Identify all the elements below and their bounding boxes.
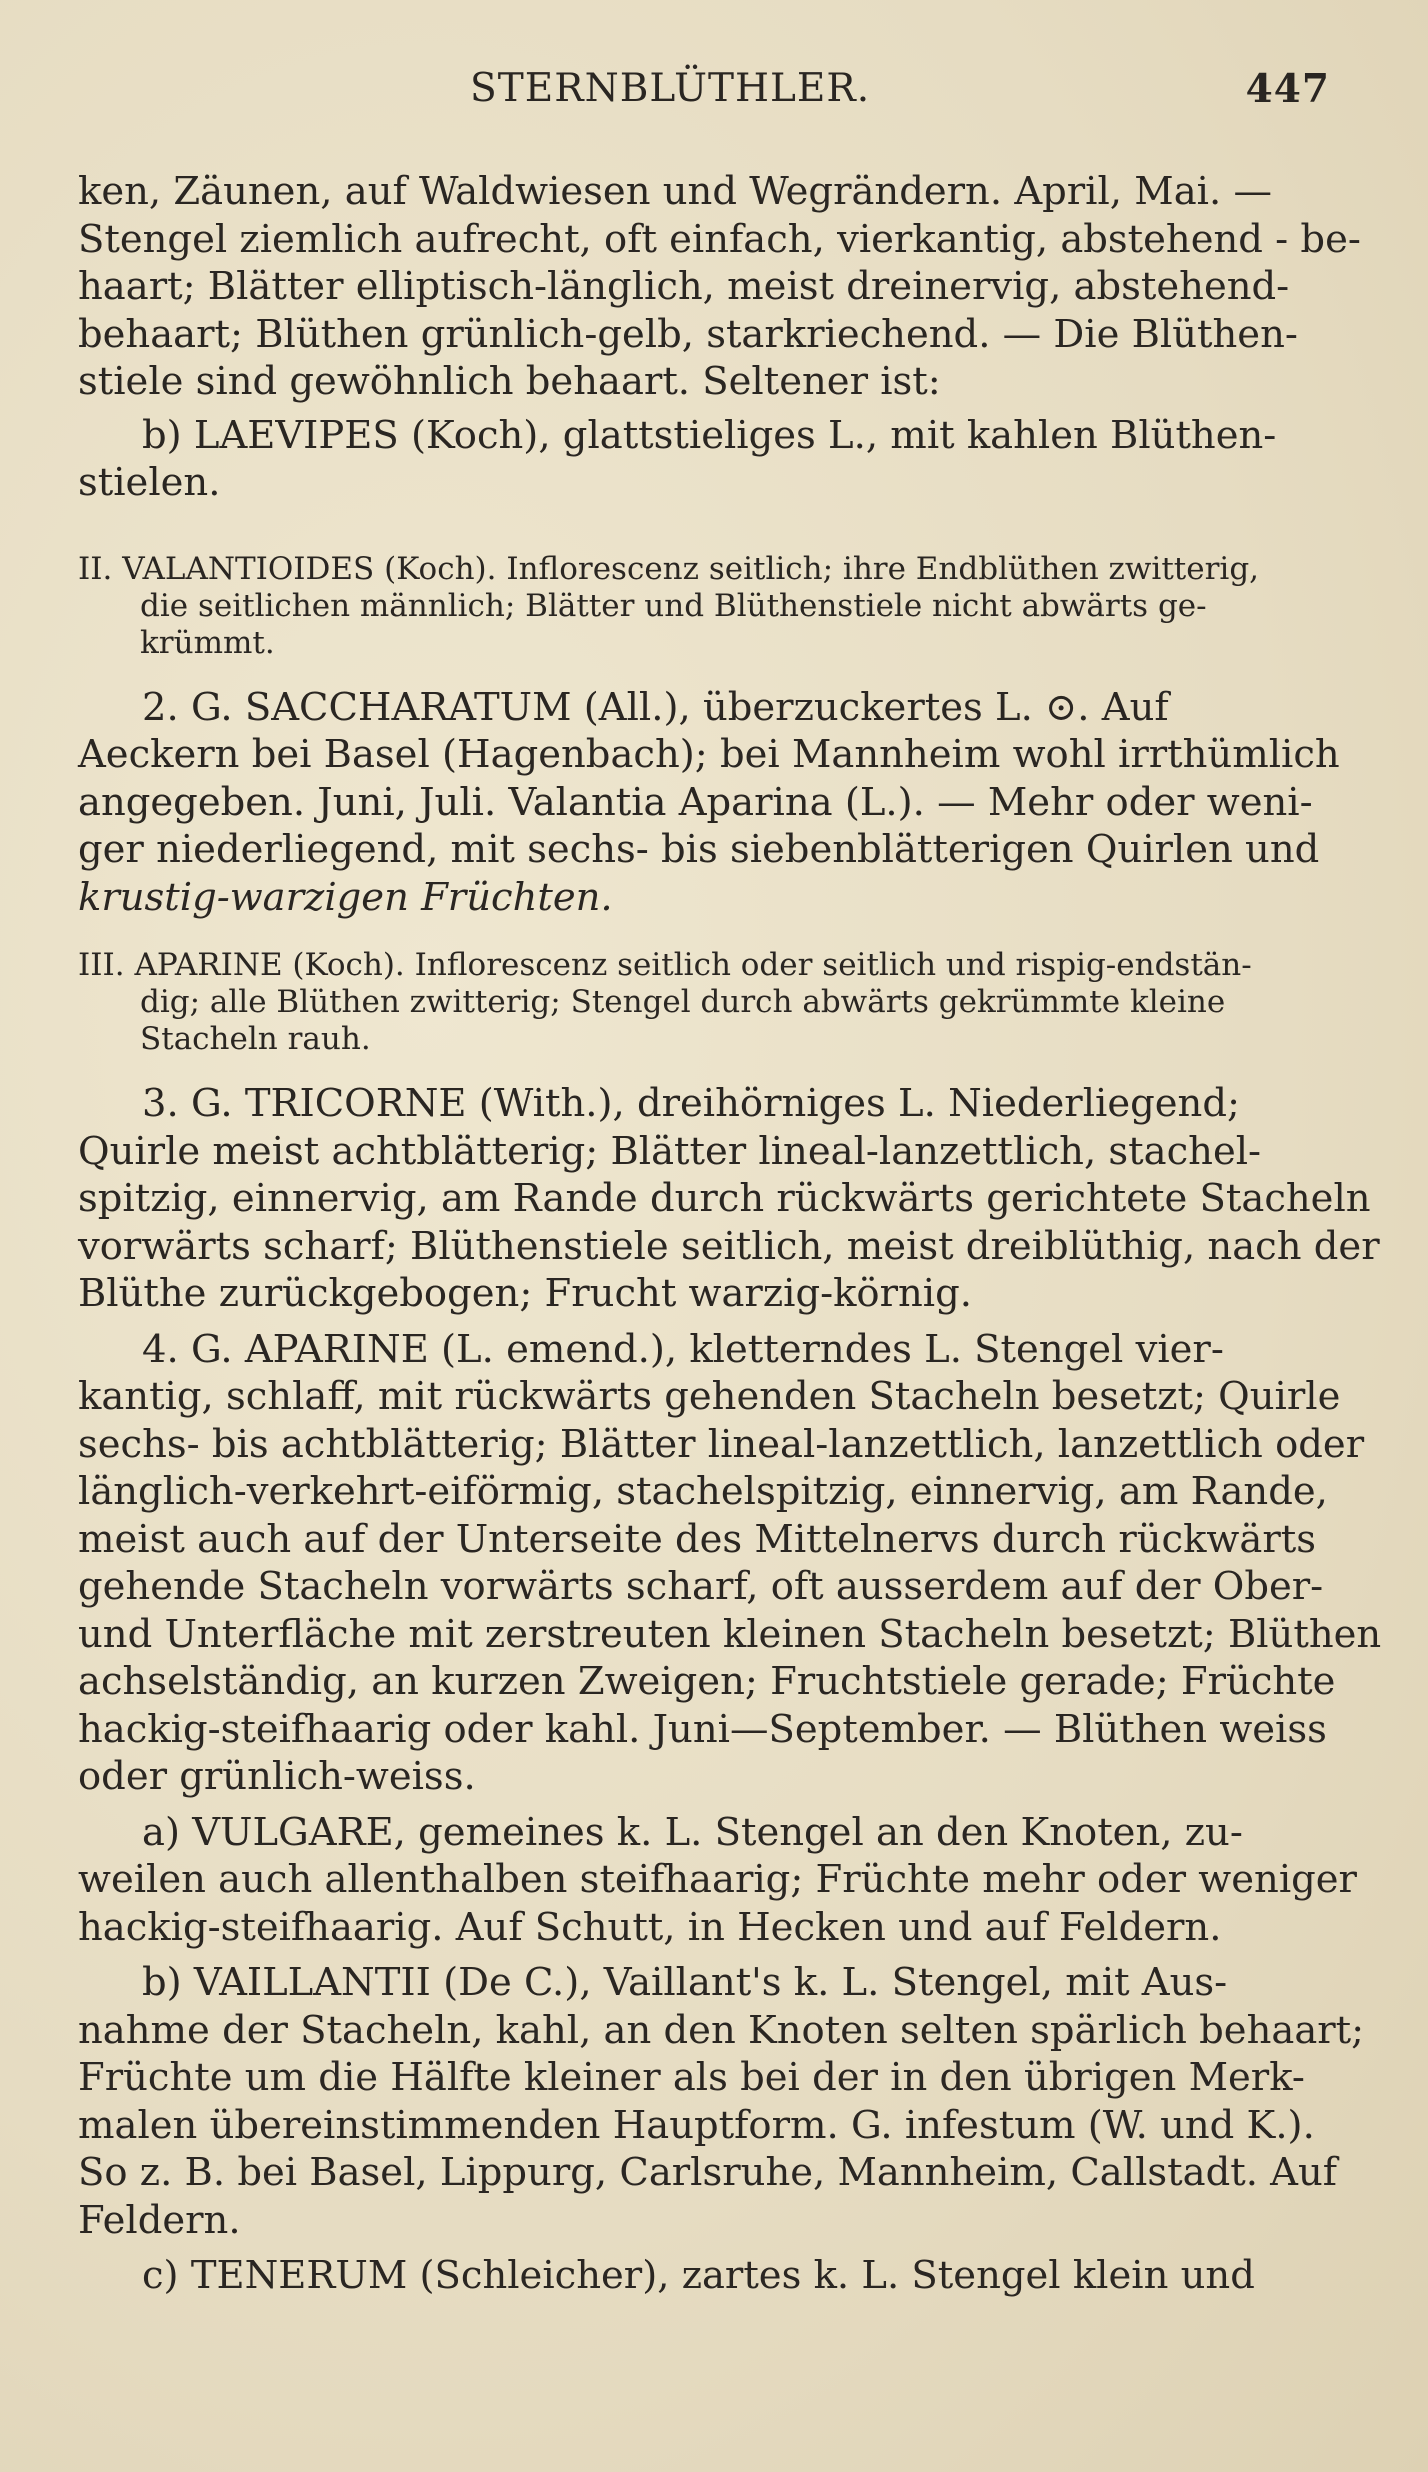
- text-line: dig; alle Blüthen zwitterig; Stengel durch abwärts gekrümmte kleine: [140, 984, 1226, 1020]
- text-line: krustig-warzigen Früchten.: [78, 874, 613, 920]
- section-valantioides: [78, 551, 1338, 662]
- text-line: 4. G. APARINE (L. emend.), kletterndes L. Stengel vier-: [142, 1326, 1224, 1372]
- text-line: vorwärts scharf; Blüthenstiele seitlich, meist dreiblüthig, nach der: [78, 1223, 1380, 1269]
- text-line: die seitlichen männlich; Blätter und Blüthenstiele nicht abwärts ge-: [140, 587, 1207, 624]
- text-line: behaart; Blüthen grünlich-gelb, starkriechend. — Die Blüthen-: [78, 311, 1298, 357]
- text-line: a) VULGARE, gemeines k. L. Stengel an den Knoten, zu-: [142, 1809, 1243, 1855]
- text-line: weilen auch allenthalben steifhaarig; Früchte mehr oder weniger: [78, 1857, 1357, 1902]
- text-line: Blüthe zurückgebogen; Frucht warzig-körnig.: [78, 1271, 972, 1316]
- variety-vaillantii: [78, 1959, 1365, 2244]
- text-line: haart; Blätter elliptisch-länglich, meist dreinervig, abstehend-: [78, 264, 1290, 309]
- text-line: Früchte um die Hälfte kleiner als bei der in den übrigen Merk-: [78, 2055, 1305, 2100]
- text-line: hackig-steifhaarig. Auf Schutt, in Hecken und auf Feldern.: [78, 1904, 1222, 1950]
- text-line: 3. G. TRICORNE (With.), dreihörniges L. Niederliegend;: [142, 1081, 1240, 1126]
- text-line: 2. G. SACCHARATUM (All.), überzuckertes L. ⊙. Auf: [142, 684, 1169, 730]
- text-line: c) TENERUM (Schleicher), zartes k. L. Stengel klein und: [142, 2253, 1255, 2298]
- text-line: kantig, schlaff, mit rückwärts gehenden Stacheln besetzt; Quirle: [78, 1374, 1341, 1419]
- text-line: b) LAEVIPES (Koch), glattstieliges L., mit kahlen Blüthen-: [142, 412, 1277, 458]
- text-line: stiele sind gewöhnlich behaart. Seltener ist:: [78, 359, 941, 404]
- text-line: und Unterfläche mit zerstreuten kleinen Stacheln besetzt; Blüthen: [78, 1611, 1382, 1657]
- text-line: nahme der Stacheln, kahl, an den Knoten selten spärlich behaart;: [78, 2007, 1365, 2053]
- text-line: III. APARINE (Koch). Inflorescenz seitlich oder seitlich und rispig-endstän-: [78, 947, 1252, 983]
- species-saccharatum: [78, 684, 1338, 922]
- text-line: angegeben. Juni, Juli. Valantia Aparina (L.). — Mehr oder weni-: [78, 779, 1313, 825]
- text-line: länglich-verkehrt-eiförmig, stachelspitzig, einnervig, am Rande,: [78, 1469, 1328, 1514]
- text-line: ger niederliegend, mit sechs- bis siebenblätterigen Quirlen und: [78, 827, 1320, 872]
- running-title: STERNBLÜTHLER.: [470, 66, 871, 111]
- species-aparine: [78, 1326, 1382, 1801]
- text-line: b) VAILLANTII (De C.), Vaillant's k. L. Stengel, mit Aus-: [142, 1960, 1228, 2005]
- variety-vulgare: [78, 1809, 1357, 1952]
- text-line: stielen.: [78, 460, 221, 505]
- text-line: Aeckern bei Basel (Hagenbach); bei Mannheim wohl irrthümlich: [78, 732, 1340, 777]
- text-line: krümmt.: [140, 624, 275, 661]
- page-number: 447: [1245, 66, 1330, 112]
- text-line: ken, Zäunen, auf Waldwiesen und Wegrändern. April, Mai. —: [78, 169, 1272, 214]
- running-header: [470, 66, 1330, 126]
- paragraph-continuation: [78, 168, 1361, 406]
- text-line: hackig-steifhaarig oder kahl. Juni—September. — Blüthen weiss: [78, 1706, 1327, 1752]
- text-line: Stengel ziemlich aufrecht, oft einfach, vierkantig, abstehend - be-: [78, 216, 1361, 262]
- text-line: spitzig, einnervig, am Rande durch rückwärts gerichtete Stacheln: [78, 1176, 1371, 1221]
- variety-tenerum: [78, 2252, 1338, 2300]
- text-line: So z. B. bei Basel, Lippurg, Carlsruhe, Mannheim, Callstadt. Auf: [78, 2150, 1338, 2195]
- text-line: Quirle meist achtblätterig; Blätter lineal-lanzettlich, stachel-: [78, 1128, 1262, 1174]
- text-line: gehende Stacheln vorwärts scharf, oft ausserdem auf der Ober-: [78, 1564, 1324, 1609]
- text-line: achselständig, an kurzen Zweigen; Fruchtstiele gerade; Früchte: [78, 1659, 1336, 1704]
- text-line: oder grünlich-weiss.: [78, 1754, 476, 1799]
- variety-laevipes: [78, 412, 1338, 507]
- text-line: malen übereinstimmenden Hauptform. G. infestum (W. und K.).: [78, 2102, 1315, 2148]
- text-line: Stacheln rauh.: [140, 1021, 371, 1057]
- species-tricorne: [78, 1080, 1380, 1318]
- section-aparine: [78, 947, 1338, 1058]
- page-body: [78, 168, 1382, 2300]
- text-line: meist auch auf der Unterseite des Mittelnervs durch rückwärts: [78, 1516, 1316, 1562]
- text-line: sechs- bis achtblätterig; Blätter lineal-lanzettlich, lanzettlich oder: [78, 1421, 1365, 1467]
- text-line: Feldern.: [78, 2197, 241, 2243]
- text-line: II. VALANTIOIDES (Koch). Inflorescenz seitlich; ihre Endblüthen zwitterig,: [78, 550, 1260, 587]
